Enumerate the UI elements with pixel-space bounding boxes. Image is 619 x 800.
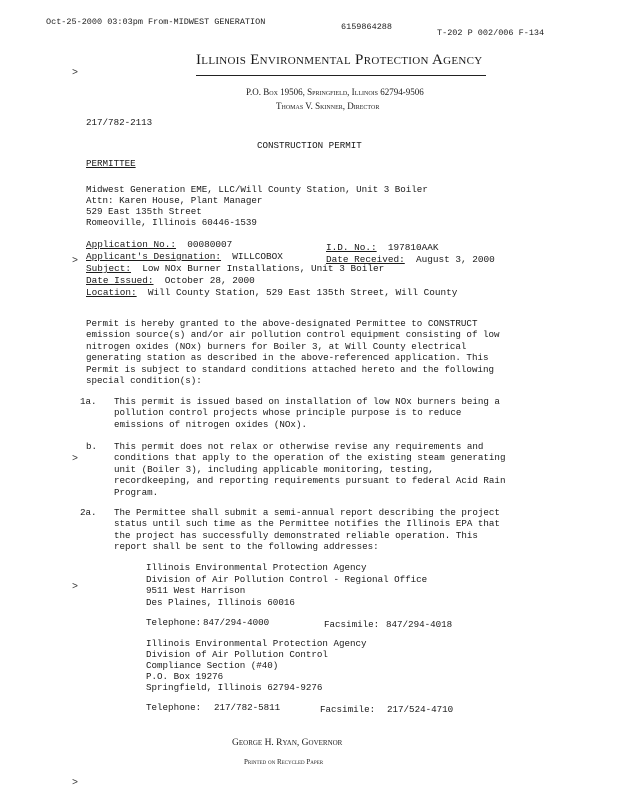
field-value: 197810AAK bbox=[387, 242, 439, 253]
condition-number: b. bbox=[86, 441, 98, 452]
field-label: Date Issued: bbox=[86, 275, 154, 286]
field-label: Applicant's Designation: bbox=[86, 251, 222, 262]
condition-text: This permit is issued based on installation of low NOx burners being a pollution control projects whose principle purpose is to reduce emissions of nitrogen oxides (NOx). bbox=[114, 396, 500, 430]
agency-director: Thomas V. Skinner, Director bbox=[276, 101, 380, 111]
field-value: August 3, 2000 bbox=[416, 254, 495, 265]
agency-address: P.O. Box 19506, Springfield, Illinois 62794-9506 bbox=[246, 87, 424, 97]
telephone-label: Telephone: bbox=[146, 617, 202, 628]
fax-page-count: T-202 P 002/006 F-134 bbox=[437, 28, 545, 38]
permittee-line: Midwest Generation EME, LLC/Will County Station, Unit 3 Boiler bbox=[86, 184, 428, 195]
address-line: Compliance Section (#40) bbox=[146, 660, 279, 671]
field-label: Location: bbox=[86, 287, 137, 298]
permittee-line: Attn: Karen House, Plant Manager bbox=[86, 195, 263, 206]
agency-name: Illinois Environmental Protection Agency bbox=[196, 52, 483, 68]
field-value: October 28, 2000 bbox=[164, 275, 255, 286]
scan-mark: > bbox=[72, 454, 79, 465]
facsimile-number: 217/524-4710 bbox=[387, 704, 454, 715]
field-value: WILLCOBOX bbox=[232, 251, 283, 262]
condition-number: 2a. bbox=[80, 507, 97, 518]
id-number bbox=[326, 242, 439, 253]
permit-intro: Permit is hereby granted to the above-designated Permittee to CONSTRUCT emission source(s) and/or air pollution control equipment consisting of low nitrogen oxides (NOx) burners for Boiler 3, at Will County electrical generating station as described in the above-referenced application. This Permit is subject to standard conditions attached hereto and the following special condition(s): bbox=[86, 318, 500, 387]
condition-text: This permit does not relax or otherwise revise any requirements and conditions that apply to the operation of the existing steam generating unit (Boiler 3), including applicable monitoring, testing, recordkeeping, and reporting requirements pursuant to federal Acid Rain Program. bbox=[114, 441, 506, 498]
field-value: 00080007 bbox=[187, 239, 233, 250]
recycled-paper-note: Printed on Recycled Paper bbox=[244, 758, 324, 766]
letterhead-rule bbox=[196, 75, 486, 76]
scan-mark: > bbox=[72, 68, 79, 79]
fax-datetime: Oct-25-2000 03:03pm bbox=[46, 17, 143, 27]
fax-phone: 6159864288 bbox=[341, 22, 393, 32]
field-label: I.D. No.: bbox=[326, 242, 377, 253]
phone-line: 217/782-2113 bbox=[86, 117, 153, 128]
field-value: Will County Station, 529 East 135th Street, Will County bbox=[147, 287, 458, 298]
address-line: Springfield, Illinois 62794-9276 bbox=[146, 682, 323, 693]
scan-mark: > bbox=[72, 256, 79, 267]
address-line: Illinois Environmental Protection Agency bbox=[146, 638, 367, 649]
permittee-label: PERMITTEE bbox=[86, 158, 136, 169]
field-label: Application No.: bbox=[86, 239, 177, 250]
doc-title: CONSTRUCTION PERMIT bbox=[257, 140, 362, 151]
location bbox=[86, 287, 457, 298]
address-line: Des Plaines, Illinois 60016 bbox=[146, 597, 295, 608]
telephone-number: 217/782-5811 bbox=[214, 702, 281, 713]
facsimile-label: Facsimile: bbox=[324, 619, 380, 630]
address-line: Illinois Environmental Protection Agency bbox=[146, 562, 367, 573]
address-line: P.O. Box 19276 bbox=[146, 671, 224, 682]
facsimile-number: 847/294-4018 bbox=[386, 619, 453, 630]
scan-mark: > bbox=[72, 582, 79, 593]
telephone-number: 847/294-4000 bbox=[203, 617, 270, 628]
address-line: Division of Air Pollution Control bbox=[146, 649, 328, 660]
field-label: Date Received: bbox=[326, 254, 405, 265]
permittee-line: 529 East 135th Street bbox=[86, 206, 202, 217]
field-label: Subject: bbox=[86, 263, 132, 274]
permittee-line: Romeoville, Illinois 60446-1539 bbox=[86, 217, 257, 228]
telephone-label: Telephone: bbox=[146, 702, 202, 713]
condition-text: The Permittee shall submit a semi-annual report describing the project status until such time as the Permittee notifies the Illinois EPA that the project has successfully demonstrated reliable operation. This report shall be sent to the following addresses: bbox=[114, 507, 500, 553]
application-number bbox=[86, 239, 232, 250]
subject bbox=[86, 263, 384, 274]
scan-mark: > bbox=[72, 778, 79, 789]
facsimile-label: Facsimile: bbox=[320, 704, 376, 715]
date-issued bbox=[86, 275, 255, 286]
governor-name: George H. Ryan, Governor bbox=[232, 738, 343, 748]
address-line: Division of Air Pollution Control - Regional Office bbox=[146, 574, 428, 585]
fax-sender: From-MIDWEST GENERATION bbox=[148, 17, 266, 27]
applicant-designation bbox=[86, 251, 283, 262]
condition-number: 1a. bbox=[80, 396, 97, 407]
field-value: Low NOx Burner Installations, Unit 3 Boiler bbox=[142, 263, 385, 274]
address-line: 9511 West Harrison bbox=[146, 585, 246, 596]
